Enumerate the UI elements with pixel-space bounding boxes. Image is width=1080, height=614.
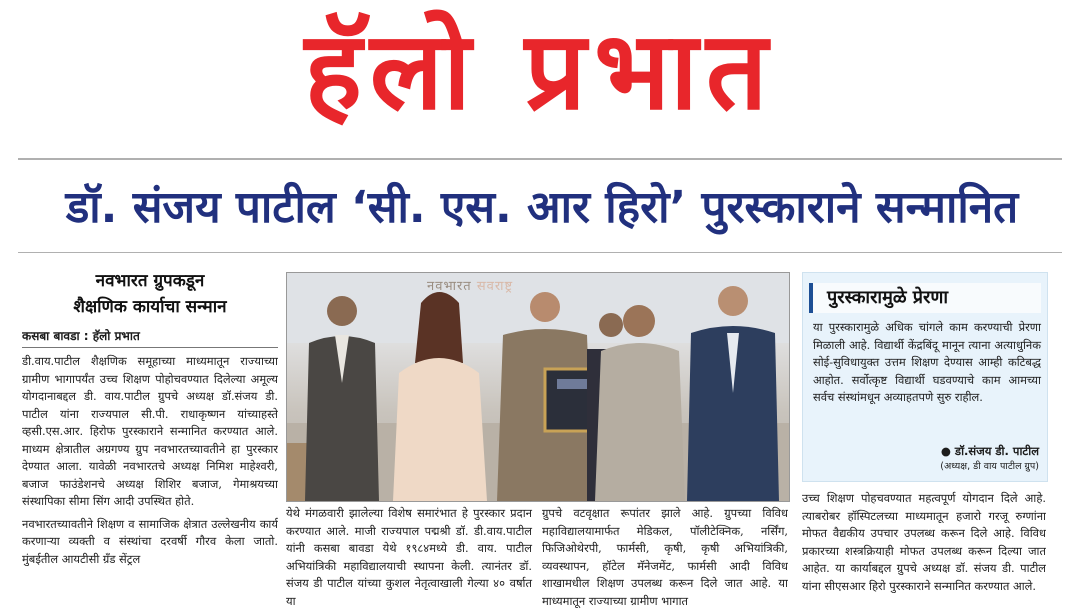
middle-text-2: ग्रुपचे वटवृक्षात रूपांतर झाले आहे. ग्रुपच्या विविध महाविद्यालयामार्फत मेडिकल, पॉलीटेक्निक, नर्सिंग, फिजिओथेरपी, फार्मसी, कृषी, कृषी अभियांत्रिकी, व्यवस्थापन, हॉटेल मॅनेजमेंट, फार्मसी आदी विविध शाखामधील शिक्षण उपलब्ध करून दिले जात आहे. या माध्यमातून राज्याच्या ग्रामीण भागात: [542, 506, 788, 608]
left-paragraph-2: नवभारतच्यावतीने शिक्षण व सामाजिक क्षेत्रात उल्लेखनीय कार्य करणाऱ्या व्यक्ती व संस्थांचा दरवर्षी गौरव केला जातो. मुंबईतील आयटीसी ग्रँड सेंट्रल: [22, 516, 278, 566]
award-photo-illustration: [287, 273, 789, 501]
left-paragraph-1: डी.वाय.पाटील शैक्षणिक समूहाच्या माध्यमातून राज्याच्या ग्रामीण भागापर्यंत उच्च शिक्षण पोहोचवण्यात दिलेल्या अमूल्य योगदानाबद्दल डी. वाय.पाटील ग्रुपचे अध्यक्ष डॉ.संजय डी. पाटील यांना राज्यपाल सी.पी. राधाकृष्णन यांच्याहस्ते व्हसी.एस.आर. हिरोफ पुरस्काराने सन्मानित करण्यात आले. माध्यम क्षेत्रातील अग्रगण्य ग्रुप नवभारतच्यावतीने हा पुरस्कार देण्यात आला. यावेळी नवभारतचे अध्यक्ष निमिश माहेश्वरी, बजाज फाउंडेशनचे अध्यक्ष शिशिर बजाज, गेमाश्रयच्या संस्थापिका सीमा सिंग आदी उपस्थित होते.: [22, 354, 278, 508]
right-text: उच्च शिक्षण पोहचवण्यात महत्वपूर्ण योगदान दिले आहे. त्याबरोबर हॉस्पिटलच्या माध्यमातून हजारो गरजू रुग्णांना मोफत वैद्यकीय उपचार उपलब्ध करून दिले आहे. विविध प्रकारच्या शस्त्रक्रियाही मोफत उपलब्ध करून दिल्या जात आहेत. या कार्याबद्दल ग्रुपचे अध्यक्ष डॉ. संजय डी. पाटील यांना सीएसआर हिरो पुरस्काराने सन्मानित करण्यात आले.: [802, 491, 1046, 593]
right-column: [802, 490, 1046, 614]
photo-banner-text-2: सवराष्ट्र: [476, 279, 514, 294]
masthead-title: हॅलो प्रभात: [304, 9, 776, 134]
dateline: कसबा बावडा : हॅलो प्रभात: [22, 328, 278, 348]
signature-role: (अध्यक्ष, डी वाय पाटील ग्रुप): [940, 461, 1039, 472]
middle-text-1: येथे मंगळवारी झालेल्या विशेष समारंभात हे पुरस्कार प्रदान करण्यात आले. माजी राज्यपाल पद्मश्री डॉ. डी.वाय.पाटील यांनी कसबा बावडा येथे १९८४मध्ये डी. वाय. पाटील अभियांत्रिकी महाविद्यालयाची स्थापना केली. त्यानंतर डॉ. संजय डी पाटील यांच्या कुशल नेतृत्वाखाली गेल्या ४० वर्षात या: [286, 506, 532, 608]
headline: डॉ. संजय पाटील ‘सी. एस. आर हिरो’ पुरस्काराने सन्मानित: [65, 182, 1019, 233]
quote-box: [802, 272, 1048, 482]
sub-heading-line2: शैक्षणिक कार्याचा सन्मान: [73, 297, 227, 317]
middle-column: [286, 505, 788, 614]
left-column: [22, 262, 278, 614]
top-divider: [18, 158, 1062, 160]
photo-banner-text-1: नवभारत: [427, 279, 472, 294]
sub-heading-line1: नवभारत ग्रुपकडून: [95, 271, 205, 291]
headline-divider: [18, 252, 1062, 253]
quote-signature: [813, 443, 1039, 475]
masthead: [0, 0, 1080, 148]
quote-box-text: या पुरस्कारामुळे अधिक चांगले काम करण्याची प्रेरणा मिळाली आहे. विद्यार्थी केंद्रबिंदू मानून त्याना अत्याधुनिक सोई-सुविधायुक्त उत्तम शिक्षण देण्यास आम्ही कटिबद्ध आहोत. सर्वोत्कृष्ट विद्यार्थी घडवण्याचे काम आमच्या सर्वच संस्थांमधून अव्याहतपणे सुरु राहील.: [813, 320, 1041, 404]
photo-banner: [427, 276, 513, 294]
quote-box-title: पुरस्कारामुळे प्रेरणा: [809, 283, 1041, 313]
sub-heading: [22, 268, 278, 320]
signature-name: ● डॉ.संजय डी. पाटील: [940, 444, 1039, 458]
award-photo: [286, 272, 790, 502]
